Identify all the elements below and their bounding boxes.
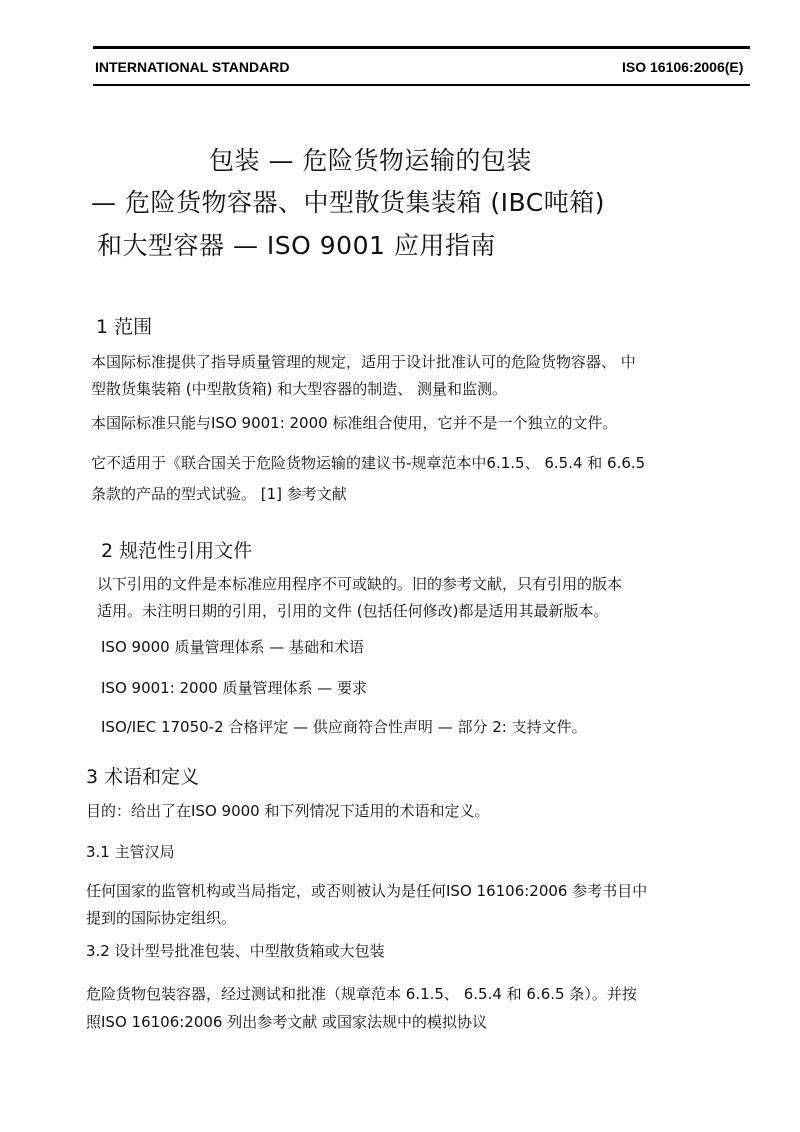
- section-2-paragraph-line-1: 以下引用的文件是本标准应用程序不可或缺的。旧的参考文献，只有引用的版本: [97, 575, 623, 593]
- section-2-paragraph-line-2: 适用。未注明日期的引用，引用的文件 (包括任何修改)都是适用其最新版本。: [97, 602, 609, 620]
- document-title-line-3: 和大型容器 — ISO 9001 应用指南: [97, 231, 496, 260]
- term-3-2-definition-line-1: 危险货物包装容器，经过测试和批准（规章范本 6.1.5、 6.5.4 和 6.6.5 条）。并按: [86, 985, 637, 1003]
- section-1-paragraph-3-line-1: 它不适用于《联合国关于危险货物运输的建议书-规章范本中6.1.5、 6.5.4 和 6.6.5: [91, 454, 646, 472]
- header-standard-type: INTERNATIONAL STANDARD: [95, 59, 290, 75]
- term-3-1-definition-line-2: 提到的国际协定组织。: [86, 909, 237, 927]
- term-3-2-title: 3.2 设计型号批准包装、中型散货箱或大包装: [86, 942, 385, 960]
- term-3-2-definition-line-2: 照ISO 16106:2006 列出参考文献 或国家法规中的模拟协议: [86, 1013, 488, 1031]
- document-title-line-1: 包装 — 危险货物运输的包装: [209, 146, 532, 175]
- normative-reference-3: ISO/IEC 17050-2 合格评定 — 供应商符合性声明 — 部分 2: 支持文件。: [101, 718, 587, 736]
- header-standard-number: ISO 16106:2006(E): [622, 59, 744, 75]
- header-top-rule: [93, 46, 750, 49]
- section-1-paragraph-1-line-1: 本国际标准提供了指导质量管理的规定，适用于设计批准认可的危险货物容器、 中: [91, 353, 636, 371]
- section-2-heading: 2 规范性引用文件: [101, 540, 253, 562]
- term-3-1-definition-line-1: 任何国家的监管机构或当局指定，或否则被认为是任何ISO 16106:2006 参考书目中: [86, 882, 648, 900]
- normative-reference-1: ISO 9000 质量管理体系 — 基础和术语: [101, 638, 364, 656]
- section-3-heading: 3 术语和定义: [86, 766, 200, 788]
- document-title-line-2: — 危险货物容器、中型散货集装箱 (IBC吨箱): [91, 188, 605, 217]
- section-1-paragraph-1-line-2: 型散货集装箱 (中型散货箱) 和大型容器的制造、 测量和监测。: [91, 380, 508, 398]
- section-1-heading: 1 范围: [96, 316, 153, 338]
- normative-reference-2: ISO 9001: 2000 质量管理体系 — 要求: [101, 679, 367, 697]
- section-1-paragraph-3-line-2: 条款的产品的型式试验。 [1] 参考文献: [91, 485, 347, 503]
- header-bottom-rule: [93, 84, 750, 86]
- section-3-intro: 目的：给出了在ISO 9000 和下列情况下适用的术语和定义。: [86, 802, 490, 820]
- section-1-paragraph-2: 本国际标准只能与ISO 9001: 2000 标准组合使用，它并不是一个独立的文件。: [91, 414, 618, 432]
- term-3-1-title: 3.1 主管汉局: [86, 843, 175, 861]
